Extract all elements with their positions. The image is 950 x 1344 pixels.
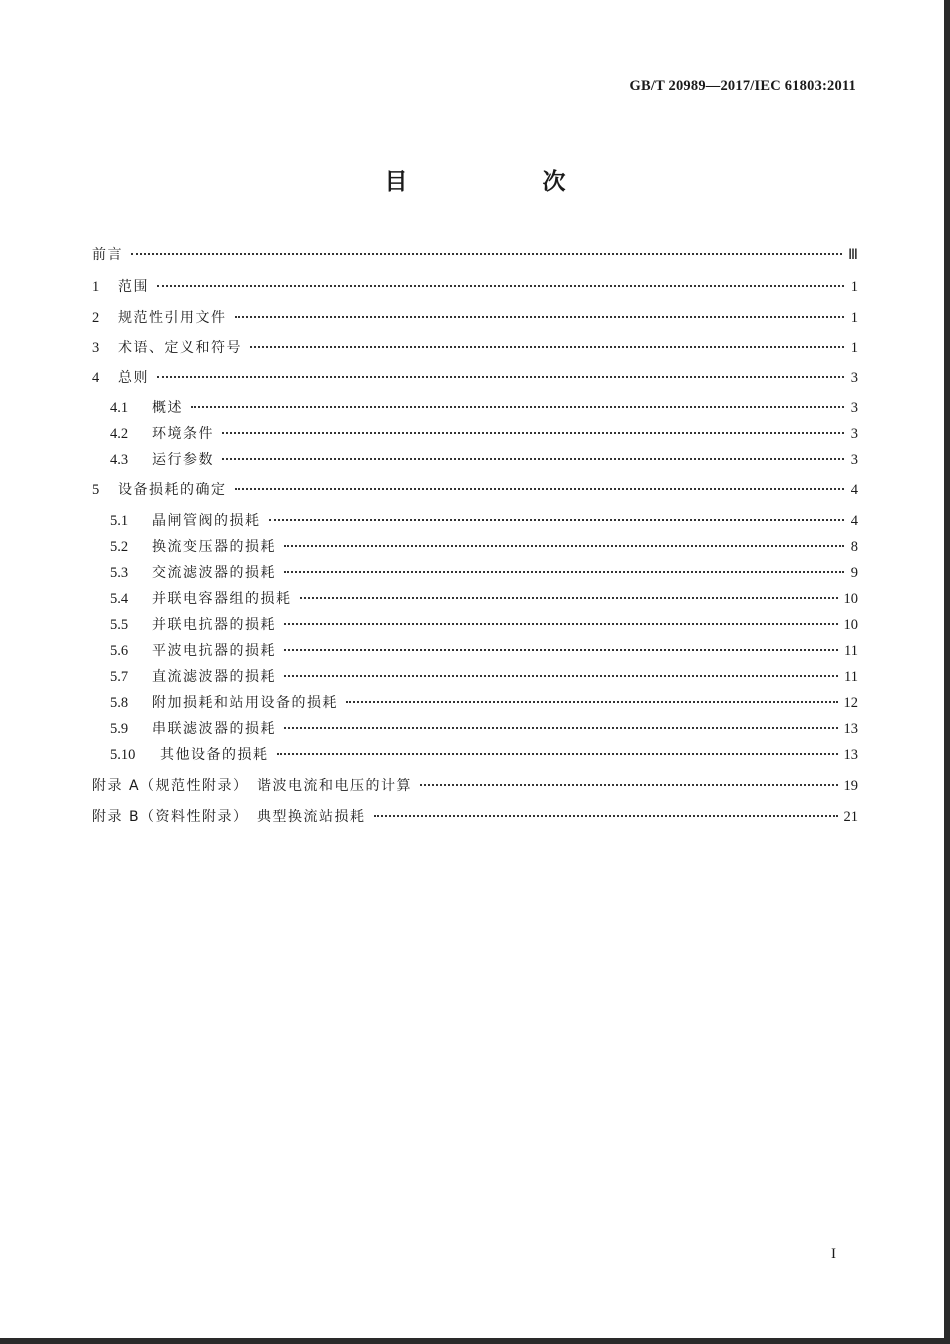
toc-leader-dots bbox=[235, 488, 845, 490]
toc-entry-number: 5 bbox=[92, 482, 100, 498]
toc-entry-number: 5.7 bbox=[110, 669, 129, 685]
toc-entry-5[interactable] bbox=[92, 479, 858, 501]
toc-entry-label: 并联电抗器的损耗 bbox=[152, 617, 276, 633]
toc-entry-number: 5.5 bbox=[110, 617, 129, 633]
toc-entry-page: 1 bbox=[850, 340, 858, 356]
toc-entry-number: 2 bbox=[92, 310, 100, 326]
toc-entry-5-10[interactable] bbox=[110, 744, 858, 766]
toc-entry-number: 5.9 bbox=[110, 721, 129, 737]
toc-entry-number: 3 bbox=[92, 340, 100, 356]
toc-entry-label: 并联电容器组的损耗 bbox=[152, 591, 292, 607]
toc-entry-page: 9 bbox=[850, 565, 858, 581]
toc-leader-dots bbox=[284, 545, 844, 547]
toc-entry-label: 设备损耗的确定 bbox=[118, 482, 227, 498]
toc-entry-number: 5.8 bbox=[110, 695, 129, 711]
toc-entry-page: 12 bbox=[843, 695, 858, 711]
toc-leader-dots bbox=[284, 623, 838, 625]
toc-entry-page: 3 bbox=[850, 400, 858, 416]
standard-number: GB/T 20989—2017/IEC 61803:2011 bbox=[629, 78, 856, 94]
toc-leader-dots bbox=[157, 376, 844, 378]
toc-entry-label: 术语、定义和符号 bbox=[118, 340, 242, 356]
toc-entry-number: 5.1 bbox=[110, 513, 129, 529]
toc-leader-dots bbox=[284, 571, 844, 573]
toc-entry-number: 4 bbox=[92, 370, 100, 386]
toc-leader-dots bbox=[269, 519, 845, 521]
toc-entry-number: 5.10 bbox=[110, 747, 136, 763]
toc-entry-5-7[interactable] bbox=[110, 666, 858, 688]
toc-entry-number: 1 bbox=[92, 279, 100, 295]
toc-leader-dots bbox=[277, 753, 838, 755]
toc-entry-page: 11 bbox=[844, 669, 858, 685]
toc-entry-label: 附录 A（规范性附录） 谐波电流和电压的计算 bbox=[92, 778, 413, 794]
toc-entry-label: 前言 bbox=[92, 247, 123, 263]
toc-entry-foreword[interactable] bbox=[92, 244, 858, 266]
toc-leader-dots bbox=[250, 346, 844, 348]
toc-entry-3[interactable] bbox=[92, 337, 858, 359]
toc-entry-label: 附加损耗和站用设备的损耗 bbox=[152, 695, 338, 711]
toc-entry-label: 运行参数 bbox=[152, 452, 214, 468]
toc-entry-number: 5.4 bbox=[110, 591, 129, 607]
toc-entry-2[interactable] bbox=[92, 307, 858, 329]
toc-leader-dots bbox=[300, 597, 838, 599]
toc-leader-dots bbox=[131, 253, 842, 255]
toc-entry-page: 4 bbox=[850, 482, 858, 498]
toc-entry-number: 4.2 bbox=[110, 426, 129, 442]
toc-leader-dots bbox=[346, 701, 838, 703]
toc-entry-5-2[interactable] bbox=[110, 536, 858, 558]
toc-entry-page: 10 bbox=[843, 617, 858, 633]
page-title: 目 次 bbox=[384, 169, 622, 195]
toc-leader-dots bbox=[222, 432, 844, 434]
toc-entry-label: 平波电抗器的损耗 bbox=[152, 643, 276, 659]
toc-entry-label: 范围 bbox=[118, 279, 149, 295]
toc-entry-page: 1 bbox=[850, 310, 858, 326]
toc-leader-dots bbox=[222, 458, 844, 460]
toc-entry-label: 串联滤波器的损耗 bbox=[152, 721, 276, 737]
toc-entry-label: 换流变压器的损耗 bbox=[152, 539, 276, 555]
toc-entry-label: 直流滤波器的损耗 bbox=[152, 669, 276, 685]
toc-entry-1[interactable] bbox=[92, 276, 858, 298]
toc-entry-5-1[interactable] bbox=[110, 510, 858, 532]
toc-entry-5-6[interactable] bbox=[110, 640, 858, 662]
toc-entry-number: 4.1 bbox=[110, 400, 129, 416]
toc-entry-number: 4.3 bbox=[110, 452, 129, 468]
toc-leader-dots bbox=[374, 815, 838, 817]
toc-entry-page: 21 bbox=[843, 809, 858, 825]
toc-entry-4[interactable] bbox=[92, 367, 858, 389]
toc-entry-label: 环境条件 bbox=[152, 426, 214, 442]
toc-entry-page: 3 bbox=[850, 370, 858, 386]
toc-entry-page: 3 bbox=[850, 452, 858, 468]
toc-entry-page: 1 bbox=[850, 279, 858, 295]
toc-entry-number: 5.2 bbox=[110, 539, 129, 555]
toc-leader-dots bbox=[420, 784, 837, 786]
toc-entry-page: Ⅲ bbox=[848, 247, 858, 263]
toc-entry-5-4[interactable] bbox=[110, 588, 858, 610]
page-number: I bbox=[831, 1246, 836, 1262]
toc-entry-number: 5.3 bbox=[110, 565, 129, 581]
toc-leader-dots bbox=[284, 675, 838, 677]
toc-leader-dots bbox=[284, 727, 838, 729]
toc-leader-dots bbox=[157, 285, 844, 287]
toc-entry-label: 附录 B（资料性附录） 典型换流站损耗 bbox=[92, 809, 366, 825]
toc-entry-label: 规范性引用文件 bbox=[118, 310, 227, 326]
toc-leader-dots bbox=[191, 406, 844, 408]
toc-entry-page: 3 bbox=[850, 426, 858, 442]
toc-entry-page: 13 bbox=[843, 747, 858, 763]
toc-entry-label: 概述 bbox=[152, 400, 183, 416]
toc-entry-label: 其他设备的损耗 bbox=[160, 747, 269, 763]
toc-entry-page: 11 bbox=[844, 643, 858, 659]
toc-entry-appendix-b[interactable] bbox=[92, 806, 858, 828]
toc-entry-page: 8 bbox=[850, 539, 858, 555]
toc-entry-5-8[interactable] bbox=[110, 692, 858, 714]
toc-entry-label: 总则 bbox=[118, 370, 149, 386]
toc-entry-appendix-a[interactable] bbox=[92, 775, 858, 797]
toc-entry-5-5[interactable] bbox=[110, 614, 858, 636]
toc-entry-4-1[interactable] bbox=[110, 397, 858, 419]
toc-leader-dots bbox=[284, 649, 838, 651]
toc-entry-page: 13 bbox=[843, 721, 858, 737]
toc-leader-dots bbox=[235, 316, 845, 318]
toc-entry-page: 4 bbox=[850, 513, 858, 529]
toc-entry-4-2[interactable] bbox=[110, 423, 858, 445]
toc-entry-4-3[interactable] bbox=[110, 449, 858, 471]
toc-entry-5-3[interactable] bbox=[110, 562, 858, 584]
toc-entry-5-9[interactable] bbox=[110, 718, 858, 740]
toc-entry-label: 交流滤波器的损耗 bbox=[152, 565, 276, 581]
toc-entry-number: 5.6 bbox=[110, 643, 129, 659]
toc-entry-page: 19 bbox=[843, 778, 858, 794]
toc-entry-label: 晶闸管阀的损耗 bbox=[152, 513, 261, 529]
toc-entry-page: 10 bbox=[843, 591, 858, 607]
